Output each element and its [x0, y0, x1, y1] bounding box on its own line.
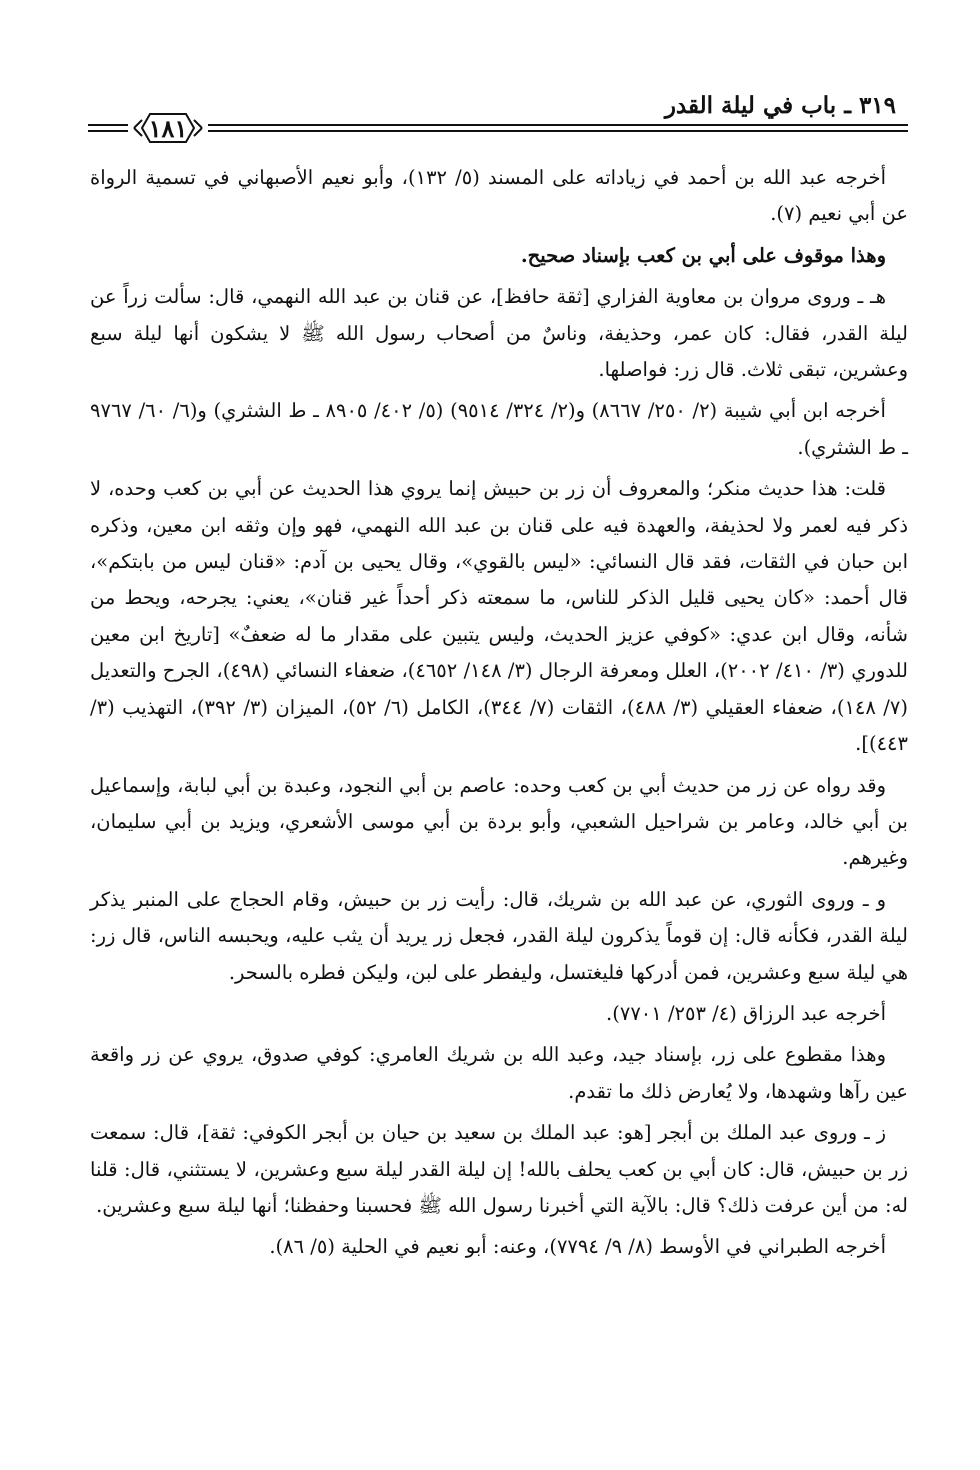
paragraph: أخرجه عبد الله بن أحمد في زياداته على المسند (٥/ ١٣٢)، وأبو نعيم الأصبهاني في تسمية الرواة عن أبي نعيم (٧). [90, 166, 908, 226]
header-rule [88, 124, 128, 126]
paragraph: وهذا موقوف على أبي بن كعب بإسناد صحيح. [520, 243, 886, 267]
chapter-title: ٣١٩ ـ باب في ليلة القدر [664, 92, 896, 119]
paragraph: أخرجه ابن أبي شيبة (٢/ ٢٥٠/ ٨٦٦٧) و(٢/ ٣٢٤/ ٩٥١٤) (٥/ ٤٠٢/ ٨٩٠٥ ـ ط الشثري) و(٦/ ٦٠/ ٩٧٦٧ ـ ط الشثري). [90, 399, 908, 459]
page-header [88, 92, 908, 152]
paragraph: قلت: هذا حديث منكر؛ والمعروف أن زر بن حبيش إنما يروي هذا الحديث عن أبي بن كعب وحده، لا ذكر فيه لعمر ولا لحذيفة، والعهدة فيه على قنان بن عبد الله النهمي، فهو وإن وثقه ابن معين، وذكره ابن حبان في الثقات، فقد قال النسائي: «ليس بالقوي»، وقال يحيى بن آدم: «قنان ليس من بابتكم»، قال أحمد: «كان يحيى قليل الذكر للناس، ما سمعته ذكر أحداً غير قنان»، يعني: يجرحه، ويحط من شأنه، وقال ابن عدي: «كوفي عزيز الحديث، وليس يتبين على مقدار ما له ضعفٌ» [تاريخ ابن معين للدوري (٣/ ٤١٠/ ٢٠٠٢)، العلل ومعرفة الرجال (٣/ ١٤٨/ ٤٦٥٢)، ضعفاء النسائي (٤٩٨)، الجرح والتعديل (٧/ ١٤٨)، ضعفاء العقيلي (٣/ ٤٨٨)، الثقات (٧/ ٣٤٤)، الكامل (٦/ ٥٢)، الميزان (٣/ ٣٩٢)، التهذيب (٣/ ٤٤٣)]. [90, 477, 909, 756]
paragraph: هـ ـ وروى مروان بن معاوية الفزاري [ثقة حافظ]، عن قنان بن عبد الله النهمي، قال: سألت زراً عن ليلة القدر، فقال: كان عمر، وحذيفة، وناسٌ من أصحاب رسول الله ﷺ لا يشكون أنها ليلة سبع وعشرين، تبقى ثلاث. قال زر: فواصلها. [90, 285, 908, 382]
paragraph: وهذا مقطوع على زر، بإسناد جيد، وعبد الله بن شريك العامري: كوفي صدوق، يروي عن زر واقعة عين رآها وشهدها، ولا يُعارض ذلك ما تقدم. [90, 1043, 908, 1103]
paragraph: أخرجه عبد الرزاق (٤/ ٢٥٣/ ٧٧٠١). [606, 1001, 886, 1025]
paragraph: و ـ وروى الثوري، عن عبد الله بن شريك، قال: رأيت زر بن حبيش، وقام الحجاج على المنبر يذكر ليلة القدر، فكأنه قال: إن قوماً يذكرون ليلة القدر، فجعل زر يريد أن يثب عليه، ويحبسه الناس، قال زر: هي ليلة سبع وعشرين، فمن أدركها فليغتسل، وليفطر على لبن، وليكن فطره بالسحر. [90, 887, 908, 984]
body-text [90, 160, 908, 1271]
page-number-frame [132, 110, 204, 146]
paragraph: ز ـ وروى عبد الملك بن أبجر [هو: عبد الملك بن سعيد بن حيان بن أبجر الكوفي: ثقة]، قال: سمعت زر بن حبيش، قال: كان أبي بن كعب يحلف بالله! إن ليلة القدر ليلة سبع وعشرين، لا يستثني، قال: قلنا له: من أين عرفت ذلك؟ قال: بالآية التي أخبرنا رسول الله ﷺ فحسبنا وحفظنا؛ أنها ليلة سبع وعشرين. [90, 1121, 908, 1217]
header-rule [208, 124, 908, 126]
paragraph: أخرجه الطبراني في الأوسط (٨/ ٩/ ٧٧٩٤)، وعنه: أبو نعيم في الحلية (٥/ ٨٦). [269, 1235, 886, 1259]
header-rule [208, 130, 908, 132]
paragraph: وقد رواه عن زر من حديث أبي بن كعب وحده: عاصم بن أبي النجود، وعبدة بن أبي لبابة، وإسماعيل بن أبي خالد، وعامر بن شراحيل الشعبي، وأبو بردة بن أبي موسى الأشعري، ويزيد بن أبي سليمان، وغيرهم. [90, 773, 908, 870]
header-rule [88, 130, 128, 132]
page-number: ١٨١ [148, 114, 188, 143]
